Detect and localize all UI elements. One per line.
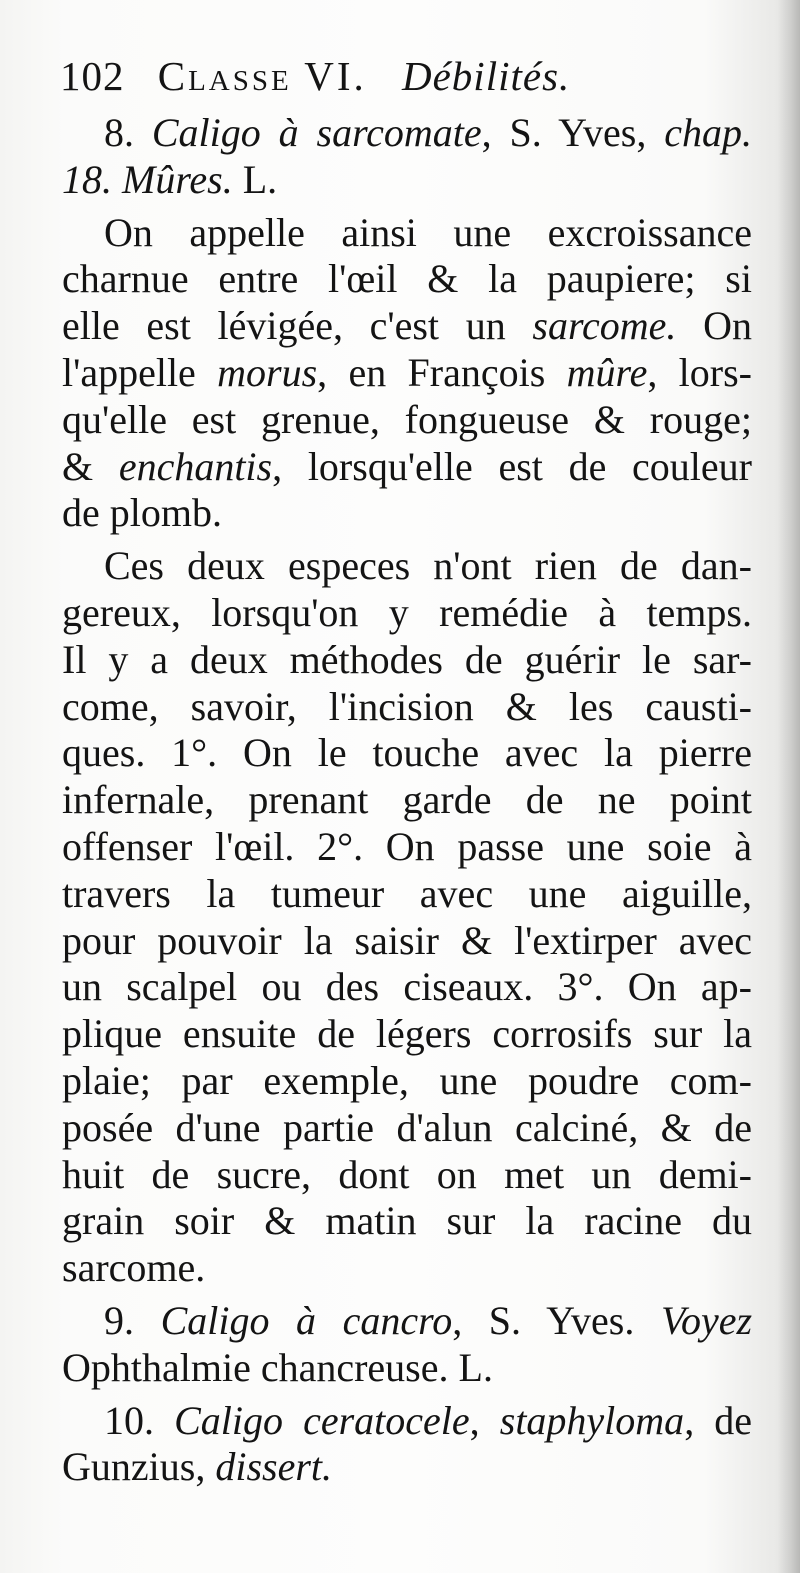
text-line bbox=[62, 871, 752, 918]
text-line bbox=[62, 397, 752, 444]
italic-segment: enchantis bbox=[118, 443, 273, 489]
text-segment: huit de sucre, dont on met un demi- bbox=[62, 1151, 752, 1197]
running-head bbox=[60, 52, 750, 100]
text-segment: , de bbox=[684, 1397, 752, 1443]
italic-segment: Voyez bbox=[660, 1297, 752, 1343]
text-line bbox=[62, 1245, 752, 1292]
text-line bbox=[62, 824, 752, 871]
text-segment: & bbox=[62, 443, 119, 489]
text-line bbox=[62, 490, 752, 537]
italic-segment: morus bbox=[217, 349, 318, 395]
text-segment: plaie; par exemple, une poudre com- bbox=[62, 1057, 752, 1103]
text-segment: ques. 1°. On le touche avec la pierre bbox=[62, 730, 752, 776]
text-segment: 8. bbox=[104, 110, 152, 155]
text-segment: 10. bbox=[104, 1397, 175, 1443]
text-segment: On bbox=[676, 303, 752, 349]
text-line bbox=[62, 110, 752, 157]
section-heading: Débilités. bbox=[402, 53, 571, 99]
text-line bbox=[62, 543, 752, 590]
text-segment: plique ensuite de légers corrosifs sur la bbox=[62, 1011, 752, 1057]
text-segment: un scalpel ou des ciseaux. 3°. On ap- bbox=[62, 964, 752, 1010]
text-segment: , lors- bbox=[647, 349, 752, 395]
text-segment: , en François bbox=[317, 349, 567, 395]
text-segment: qu'elle est grenue, fongueuse & rouge; bbox=[62, 396, 752, 442]
text-line bbox=[62, 1198, 752, 1245]
italic-segment: mûre bbox=[566, 349, 648, 395]
italic-segment: staphyloma bbox=[499, 1397, 685, 1443]
text-line bbox=[62, 1058, 752, 1105]
text-line bbox=[62, 256, 752, 303]
text-line bbox=[62, 684, 752, 731]
text-line bbox=[62, 777, 752, 824]
text-segment: travers la tumeur avec une aiguille, bbox=[62, 870, 752, 916]
text-line bbox=[62, 730, 752, 777]
text-segment: charnue entre l'œil & la paupiere; si bbox=[62, 256, 752, 302]
text-segment: Gunzius, bbox=[62, 1444, 216, 1490]
text-segment: elle est lévigée, c'est un bbox=[62, 303, 533, 349]
text-line bbox=[62, 157, 752, 204]
text-segment: gereux, lorsqu'on y remédie à temps. bbox=[62, 589, 752, 635]
class-heading: Classe VI. bbox=[157, 53, 367, 99]
text-segment: grain soir & matin sur la racine du bbox=[62, 1198, 752, 1244]
text-segment: sarcome. bbox=[62, 1245, 206, 1291]
text-line bbox=[62, 918, 752, 965]
text-segment: L. bbox=[232, 156, 278, 202]
page-number: 102 bbox=[60, 53, 125, 99]
body-text bbox=[62, 110, 752, 1491]
text-segment: , S. Yves. bbox=[452, 1297, 661, 1343]
text-segment: Ophthalmie chancreuse. L. bbox=[62, 1344, 493, 1390]
text-segment: l'appelle bbox=[62, 349, 218, 395]
text-segment: infernale, prenant garde de ne point bbox=[62, 777, 752, 823]
italic-segment: 18. Mûres. bbox=[62, 156, 233, 202]
text-line bbox=[62, 444, 752, 491]
text-segment: come, savoir, l'incision & les causti- bbox=[62, 683, 752, 729]
italic-segment: dissert. bbox=[215, 1444, 333, 1490]
text-segment: offenser l'œil. 2°. On passe une soie à bbox=[62, 823, 752, 869]
italic-segment: chap. bbox=[664, 110, 752, 155]
text-line bbox=[62, 1398, 752, 1445]
text-segment: Il y a deux méthodes de guérir le sar- bbox=[62, 636, 752, 682]
text-line bbox=[62, 637, 752, 684]
italic-segment: sarcome. bbox=[532, 303, 677, 349]
text-line bbox=[62, 1105, 752, 1152]
text-line bbox=[62, 350, 752, 397]
text-line bbox=[62, 210, 752, 257]
text-segment: de plomb. bbox=[62, 490, 222, 536]
italic-segment: Caligo à sarcomate bbox=[151, 110, 482, 155]
text-segment: pour pouvoir la saisir & l'extirper avec bbox=[62, 917, 752, 963]
text-line bbox=[62, 1011, 752, 1058]
text-segment: , lorsqu'elle est de couleur bbox=[272, 443, 752, 489]
text-segment: , S. Yves, bbox=[481, 110, 665, 155]
text-line bbox=[62, 964, 752, 1011]
text-segment: Ces deux especes n'ont rien de dan- bbox=[104, 543, 752, 589]
page-gutter-shadow bbox=[778, 0, 800, 1573]
text-segment: , bbox=[469, 1397, 500, 1443]
text-line bbox=[62, 303, 752, 350]
text-segment: posée d'une partie d'alun calciné, & de bbox=[62, 1104, 752, 1150]
text-segment: 9. bbox=[104, 1297, 161, 1343]
text-line bbox=[62, 1345, 752, 1392]
italic-segment: Caligo à cancro bbox=[160, 1297, 453, 1343]
text-line bbox=[62, 1152, 752, 1199]
text-line bbox=[62, 1444, 752, 1491]
italic-segment: Caligo ceratocele bbox=[174, 1397, 470, 1443]
text-line bbox=[62, 590, 752, 637]
text-line bbox=[62, 1298, 752, 1345]
text-segment: On appelle ainsi une excroissance bbox=[104, 209, 752, 255]
